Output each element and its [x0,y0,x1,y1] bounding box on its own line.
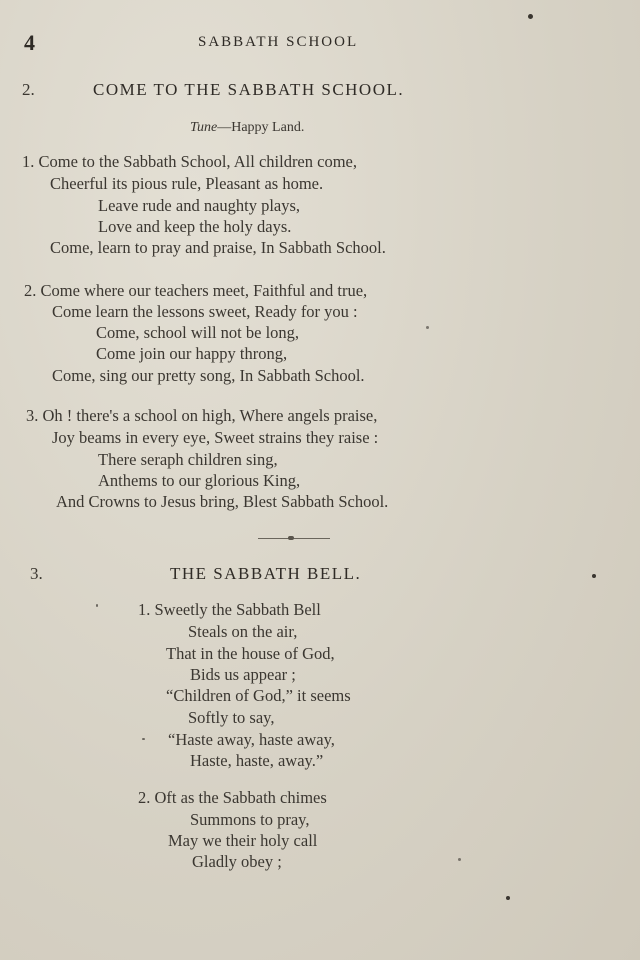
verse-line: May we their holy call [168,831,318,850]
tune-label: Tune [190,120,218,135]
section-divider [258,538,330,539]
verse-line: Haste, haste, away.” [190,751,324,770]
verse-line: Bids us appear ; [190,665,296,684]
verse-line: Come learn the lessons sweet, Ready for you : [52,302,358,321]
tune-line [190,120,304,136]
verse-line: “Haste away, haste away, [168,730,335,749]
verse-line: Leave rude and naughty plays, [98,196,301,215]
verse-line: That in the house of God, [166,644,335,663]
paper-speck [458,858,461,861]
running-title: SABBATH SCHOOL [198,34,359,50]
divider-ornament [288,536,294,540]
paper-speck [592,574,596,578]
hymn-title: COME TO THE SABBATH SCHOOL. [93,80,405,99]
verse-line: Anthems to our glorious King, [98,471,301,490]
verse-line: Joy beams in every eye, Sweet strains they raise : [52,428,379,447]
verse-line: Cheerful its pious rule, Pleasant as home. [50,174,324,193]
verse-line: Steals on the air, [188,622,298,641]
paper-speck [96,604,98,607]
hymn-number: 3. [30,564,43,583]
page-number: 4 [24,30,35,55]
paper-speck [142,738,145,740]
verse-line: Summons to pray, [190,810,310,829]
paper-speck [528,14,533,19]
verse-line: 1. Come to the Sabbath School, All children come, [22,152,357,171]
verse-line: Come, learn to pray and praise, In Sabbath School. [50,238,386,257]
verse-line: Softly to say, [188,708,275,727]
paper-speck [426,326,429,329]
verse-line: 3. Oh ! there's a school on high, Where angels praise, [26,406,378,425]
verse-line: “Children of God,” it seems [166,686,351,705]
verse-line: There seraph children sing, [98,450,278,469]
verse-line: Love and keep the holy days. [98,217,292,236]
hymn-title: THE SABBATH BELL. [170,564,362,583]
hymn-number: 2. [22,80,35,99]
paper-speck [506,896,510,900]
verse-line: Gladly obey ; [192,852,282,871]
verse-line: 1. Sweetly the Sabbath Bell [138,600,321,619]
verse-line: Come, school will not be long, [96,323,300,342]
tune-name: —Happy Land. [217,120,305,135]
verse-line: Come join our happy throng, [96,344,288,363]
verse-line: Come, sing our pretty song, In Sabbath School. [52,366,365,385]
verse-line: 2. Oft as the Sabbath chimes [138,788,327,807]
verse-line: 2. Come where our teachers meet, Faithful and true, [24,281,368,300]
verse-line: And Crowns to Jesus bring, Blest Sabbath School. [56,492,389,511]
